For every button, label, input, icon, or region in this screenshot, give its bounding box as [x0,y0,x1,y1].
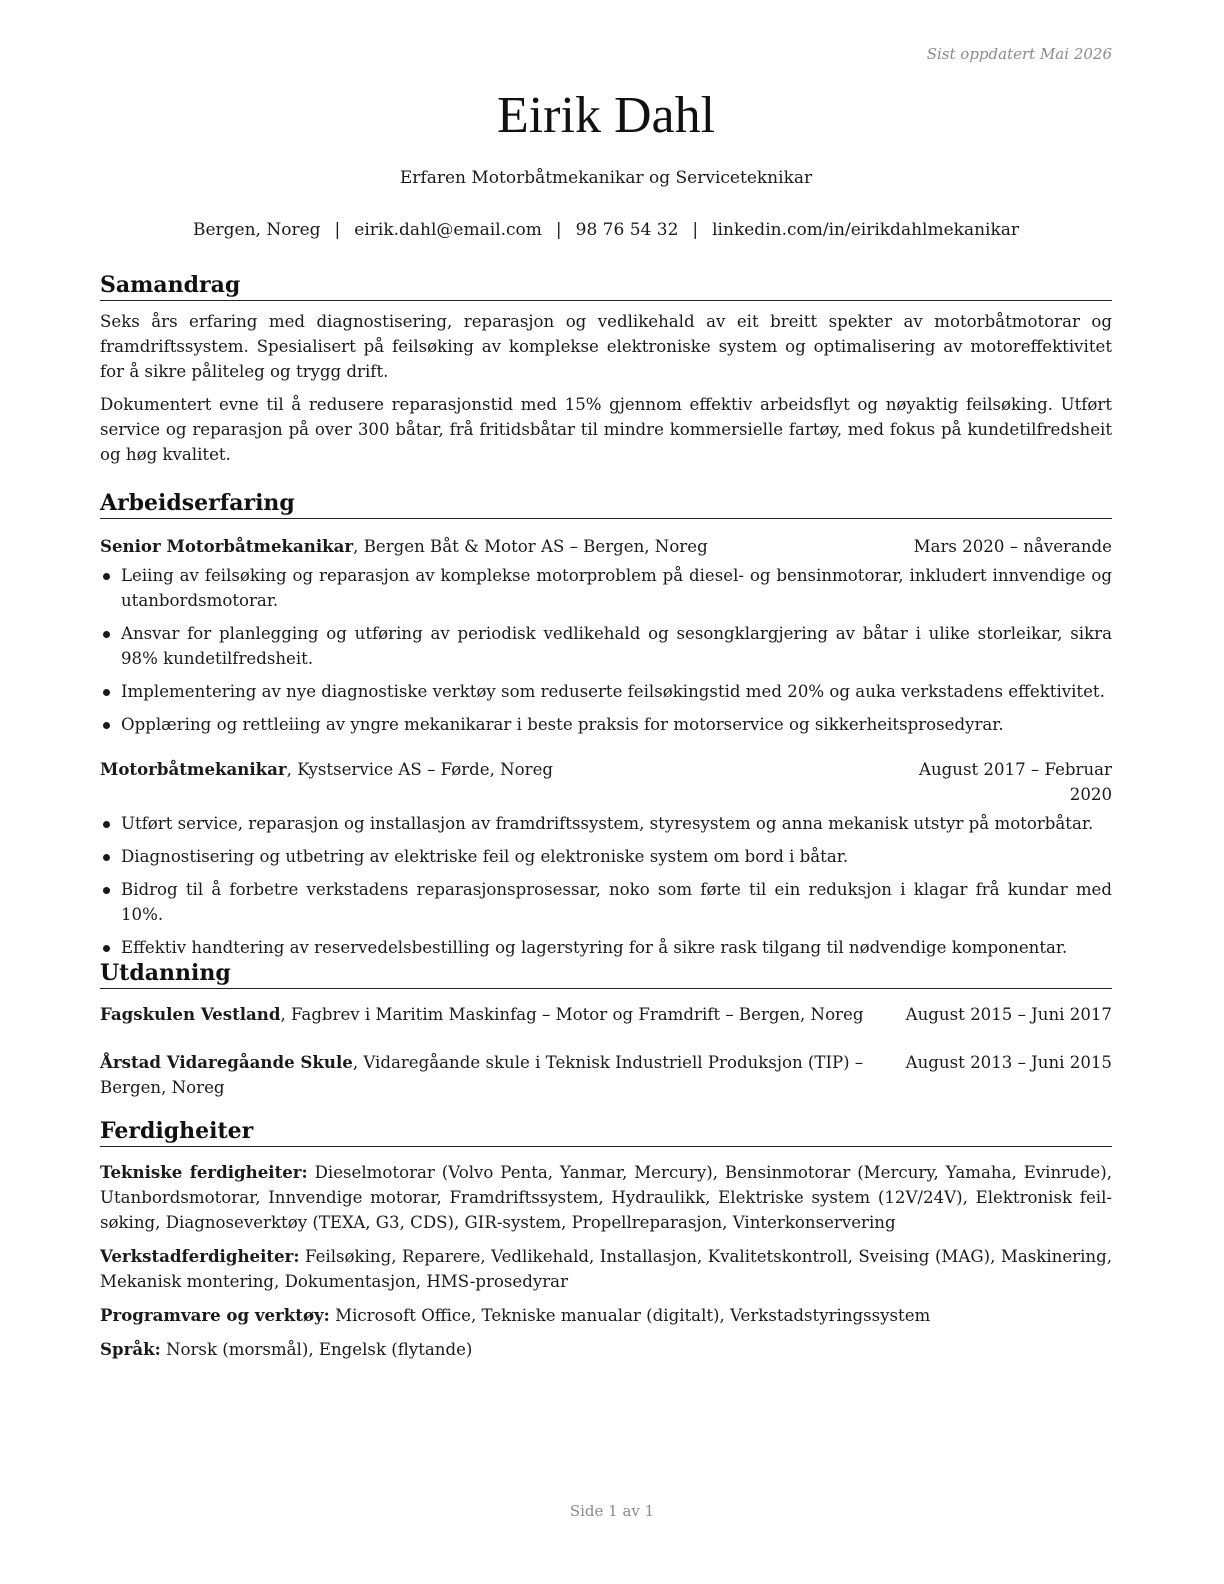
list-item [100,621,1112,671]
candidate-title: Erfaren Motorbåtmekanikar og Serviceteknikar [399,168,813,188]
page-number: Side 1 av 1 [569,1502,655,1520]
candidate-name: Eirik Dahl [496,87,716,144]
job-entry [100,757,1112,960]
bullet-text: Opplæring og rettleiing av yngre mekanikarar i beste praksis for motorservice og sikkerheitsprosedyrar. [121,715,1004,734]
list-item [100,844,1112,869]
education-dates: August 2013 – Juni 2015 [905,1053,1112,1072]
skill-text: Norsk (morsmål), Engelsk (flytande) [160,1340,473,1359]
skill-text: Microsoft Office, Tekniske manualar (digitalt), Verkstadstyringssystem [329,1306,931,1325]
summary-paragraph: Seks års erfaring med diagnostisering, reparasjon og vedlikehald av eit breitt spekter av motorbåtmotorar og framdriftssystem. Spesialisert på feilsøking av komplekse elektroniske system og optimalisering av motoreffektivitet for å sikre påliteleg og trygg drift. [100,312,1112,381]
education-entry [100,1050,1112,1100]
bullet-icon [103,722,110,729]
job-header [100,534,1112,559]
bullet-text: Leiing av feilsøking og reparasjon av komplekse motorproblem på diesel- og bensinmotorar, inkludert innvendige og utanbordsmotorar. [121,566,1112,610]
section-heading: Ferdigheiter [100,1116,1112,1147]
skill-label: Verkstadferdigheiter: [100,1246,300,1266]
education-details: , Fagbrev i Maritim Maskinfag – Motor og Framdrift – Bergen, Noreg [280,1005,864,1024]
job-dates: August 2017 – Februar 2020 [918,760,1112,804]
bullet-icon [103,887,110,894]
bullet-text: Utført service, reparasjon og installasjon av framdriftssystem, styresystem og anna mekanisk utstyr på motorbåtar. [121,814,1094,833]
bullet-icon [103,573,110,580]
summary-section [100,270,1112,467]
contact-phone[interactable]: 98 76 54 32 [575,220,679,240]
bullet-text: Diagnostisering og utbetring av elektriske feil og elektroniske system om bord i båtar. [121,847,849,866]
skill-label: Tekniske ferdigheiter: [100,1162,308,1182]
summary-paragraph: Dokumentert evne til å redusere reparasjonstid med 15% gjennom effektiv arbeidsflyt og nøyaktig feilsøking. Utført service og reparasjon på over 300 båtar, frå fritidsbåtar til mindre kommersielle fartøy, med fokus på kundetilfredsheit og høg kvalitet. [100,395,1112,464]
bullet-text: Effektiv handtering av reservedelsbestilling og lagerstyring for å sikre rask tilgang til nødvendige komponentar. [121,938,1068,957]
skills-section [100,1116,1112,1362]
contact-email[interactable]: eirik.dahl@email.com [354,220,542,240]
education-details: , Vidaregåande skule i Teknisk Industriell Produksjon (TIP) – Bergen, Noreg [100,1053,864,1097]
education-dates: August 2015 – Juni 2017 [905,1005,1112,1024]
job-bullets [100,811,1112,960]
section-heading: Utdanning [100,958,1112,989]
education-entry [100,1002,1112,1027]
job-entry [100,534,1112,737]
list-item [100,811,1112,836]
job-details: , Kystservice AS – Førde, Noreg [286,760,554,779]
experience-section [100,488,1112,968]
skill-label: Språk: [100,1339,161,1359]
education-section [100,958,1112,1100]
contact-separator: | [692,220,699,240]
bullet-icon [103,821,110,828]
bullet-icon [103,854,110,861]
skill-group [100,1244,1112,1294]
section-heading: Arbeidserfaring [100,488,1112,519]
list-item [100,679,1112,704]
contact-separator: | [555,220,562,240]
bullet-text: Bidrog til å forbetre verkstadens reparasjonsprosessar, noko som førte til ein reduksjon i klagar frå kundar med 10%. [121,880,1112,924]
education-school: Fagskulen Vestland [100,1004,281,1024]
skill-group [100,1160,1112,1235]
job-bullets [100,563,1112,737]
list-item [100,712,1112,737]
job-dates: Mars 2020 – nåverande [913,537,1112,556]
job-header [100,757,1112,807]
list-item [100,935,1112,960]
bullet-text: Implementering av nye diagnostiske verktøy som reduserte feilsøkingstid med 20% og auka verkstadens effektivitet. [121,682,1105,701]
list-item [100,563,1112,613]
skill-text: Feilsøking, Reparere, Vedlikehald, Installasjon, Kvalitetskontroll, Sveising (MAG), Maskinering, Mekanisk montering, Dokumentasjon, HMS-prosedyrar [100,1247,1112,1291]
last-updated: Sist oppdatert Mai 2026 [926,45,1112,63]
bullet-icon [103,689,110,696]
education-school: Årstad Vidaregåande Skule [100,1052,353,1072]
job-role: Senior Motorbåtmekanikar [100,536,354,556]
list-item [100,877,1112,927]
bullet-text: Ansvar for planlegging og utføring av periodisk vedlikehald og sesongklargjering av båtar i ulike storleikar, sikra 98% kundetilfredsheit. [121,624,1112,668]
skill-group [100,1303,1112,1328]
skill-group [100,1337,1112,1362]
bullet-icon [103,631,110,638]
skill-text: Dieselmotorar (Volvo Penta, Yanmar, Mercury), Bensinmotorar (Mercury, Yamaha, Evinrude), Utanbordsmotorar, Innvendige motorar, Framdriftssystem, Hydraulikk, Elektriske system (12V/24V), Elektronisk feilsøking, Diagnoseverktøy (TEXA, G3, CDS), GIR-system, Propellreparasjon, Vinterkonservering [100,1163,1112,1232]
skill-label: Programvare og verktøy: [100,1305,330,1325]
contact-separator: | [334,220,341,240]
contact-line [100,220,1112,240]
job-role: Motorbåtmekanikar [100,759,287,779]
job-details: , Bergen Båt & Motor AS – Bergen, Noreg [353,537,708,556]
contact-location: Bergen, Noreg [192,220,321,240]
section-heading: Samandrag [100,270,1112,301]
bullet-icon [103,945,110,952]
contact-linkedin[interactable]: linkedin.com/in/eirikdahlmekanikar [712,220,1020,240]
